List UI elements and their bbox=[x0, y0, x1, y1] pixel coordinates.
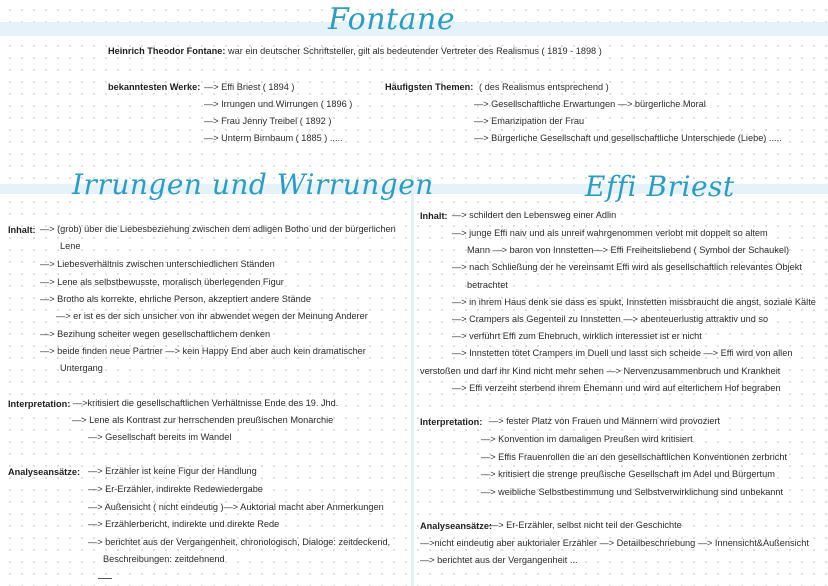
left-interp-line: —> Lene als Kontrast zur herrschenden preußischen Monarchie bbox=[72, 415, 334, 425]
intro-text: war ein deutscher Schriftsteller, gilt als bedeutender Vertreter des Realismus ( 1819 - 1898 ) bbox=[227, 46, 602, 56]
left-interp-line: —> Gesellschaft bereits im Wandel bbox=[88, 432, 232, 442]
right-inhalt-line: verstoßen und darf ihr Kind nicht mehr sehen —> Nervenzusammenbruch und Krankheit bbox=[420, 366, 781, 376]
left-title: Irrungen und Wirrungen bbox=[72, 168, 434, 201]
right-inhalt-line: —> Innstetten tötet Crampers im Duell und lasst sich scheide —> Effi wird von allen bbox=[452, 348, 793, 358]
works-item-4: —> Unterm Birnbaum ( 1885 ) ..... bbox=[204, 133, 343, 143]
left-analyse-label: Analyseansätze: bbox=[8, 467, 81, 477]
left-inhalt-line: —> Bezihung scheiter wegen gesellschaftlichem denken bbox=[40, 329, 271, 339]
right-analyse-line: —> Er-Erzähler, selbst nicht teil der Geschichte bbox=[489, 520, 682, 530]
works-item-3: —> Frau Jenny Treibel ( 1892 ) bbox=[204, 116, 332, 126]
left-inhalt-line: —> Brotho als korrekte, ehrliche Person, akzeptiert andere Stände bbox=[40, 294, 311, 304]
right-title: Effi Briest bbox=[585, 170, 735, 203]
right-inhalt-line: —> verführt Effi zum Ehebruch, wirklich interessiet ist er nicht bbox=[452, 331, 702, 341]
right-inhalt-line: —> schildert den Lebensweg einer Adlin bbox=[452, 210, 617, 220]
themes-note: ( des Realismus entsprechend ) bbox=[479, 82, 609, 92]
themes-item-1: —> Gesellschaftliche Erwartungen —> bürgerliche Moral bbox=[474, 99, 706, 109]
right-analyse-line: —> berichtet aus der Vergangenheit ... bbox=[420, 555, 578, 565]
left-inhalt-line: —> Lene als selbstbewusste, moralisch überlegenden Figur bbox=[40, 277, 284, 287]
right-interp-line: —> weibliche Selbstbestimmung und Selbstverwirklichung sind unbekannt bbox=[481, 487, 784, 497]
left-interpretation-label: Interpretation: bbox=[8, 399, 71, 409]
main-title: Fontane bbox=[328, 2, 456, 37]
left-analyse-line: Beschreibungen: zeitdehnend bbox=[103, 554, 225, 564]
themes-item-3: —> Bürgerliche Gesellschaft und gesellschaftliche Unterschiede (Liebe) ..... bbox=[474, 133, 782, 143]
left-inhalt-line: —> beide finden neue Partner —> kein Happy End aber auch kein dramatischer bbox=[40, 346, 366, 356]
trailing-dash bbox=[98, 578, 112, 579]
intro-name: Heinrich Theodor Fontane: bbox=[108, 46, 226, 56]
right-inhalt-line: —> nach Schließung der he vereinsamt Effi wird als gesellschaftlich relevantes Objekt bbox=[452, 262, 802, 272]
column-divider bbox=[411, 175, 414, 586]
works-label: bekanntesten Werke: bbox=[108, 82, 201, 92]
right-inhalt-line: —> Effi verzeiht sterbend ihrem Ehemann und wird auf elterlichem Hof begraben bbox=[452, 383, 781, 393]
right-inhalt-line: Mann —> baron von Innstetten—> Effi Freiheitsliebend ( Symbol der Schaukel) bbox=[467, 245, 790, 255]
left-inhalt-line: —> er ist es der sich unsicher von ihr abwendet wegen der Meinung Anderer bbox=[56, 311, 368, 321]
left-inhalt-line: Lene bbox=[60, 241, 81, 251]
right-interp-line: —> kritisiert die strenge preußische Gesellschaft im Adel und Bürgertum bbox=[481, 469, 775, 479]
left-interp-line: —>kritisiert die gesellschaftlichen Verhältnisse Ende des 19. Jhd. bbox=[73, 398, 339, 408]
right-analyse-line: —>nicht eindeutig aber auktorialer Erzähler —> Detailbeschriebung —> Innensicht&Außensicht bbox=[420, 538, 809, 548]
right-analyse-label: Analyseansätze: bbox=[420, 521, 493, 531]
left-analyse-line: —> berichtet aus der Vergangenheit, chronologisch, Dialoge: zeitdeckend, bbox=[88, 537, 391, 547]
right-inhalt-line: betrachtet bbox=[467, 280, 508, 290]
works-item-1: —> Effi Briest ( 1894 ) bbox=[204, 82, 295, 92]
left-inhalt-line: Untergang bbox=[60, 363, 103, 373]
right-interp-line: —> fester Platz von Frauen und Männern wird provoziert bbox=[489, 416, 721, 426]
themes-item-2: —> Emanzipation der Frau bbox=[474, 116, 585, 126]
left-analyse-line: —> Außensicht ( nicht eindeutig )—> Auktorial macht aber Anmerkungen bbox=[88, 502, 384, 512]
works-item-2: —> Irrungen und Wirrungen ( 1896 ) bbox=[204, 99, 353, 109]
themes-label: Häufigsten Themen: bbox=[385, 82, 474, 92]
right-interp-line: —> Konvention im damaligen Preußen wird kritisiert bbox=[481, 434, 693, 444]
right-inhalt-line: —> in ihrem Haus denk sie dass es spukt, Innstetten missbraucht die angst, soziale Kälte bbox=[452, 297, 816, 307]
left-inhalt-line: —> Liebesverhältnis zwischen unterschiedlichen Ständen bbox=[40, 259, 275, 269]
left-analyse-line: —> Erzähler ist keine Figur der Handlung bbox=[88, 466, 257, 476]
right-inhalt-label: Inhalt: bbox=[420, 211, 448, 221]
right-interp-line: —> Effis Frauenrollen die an den gesellschaftlichen Konventionen zerbricht bbox=[481, 452, 788, 462]
left-analyse-line: —> Erzählerbericht, indirekte und direkte Rede bbox=[88, 519, 280, 529]
left-inhalt-label: Inhalt: bbox=[8, 225, 36, 235]
left-inhalt-line: —> (grob) über die Liebesbeziehung zwischen dem adligen Botho und der bürgerlichen bbox=[40, 224, 396, 234]
intro-line bbox=[108, 45, 602, 57]
left-analyse-line: —> Er-Erzähler, indirekte Redewiedergabe bbox=[88, 484, 263, 494]
right-inhalt-line: —> junge Effi naiv und als unreif wahrgenommen verlobt mit doppelt so altem bbox=[452, 228, 768, 238]
right-interpretation-label: Interpretation: bbox=[420, 417, 483, 427]
right-inhalt-line: —> Crampers als Gegenteil zu Innstetten —> abenteuerlustig attraktiv und so bbox=[452, 314, 769, 324]
